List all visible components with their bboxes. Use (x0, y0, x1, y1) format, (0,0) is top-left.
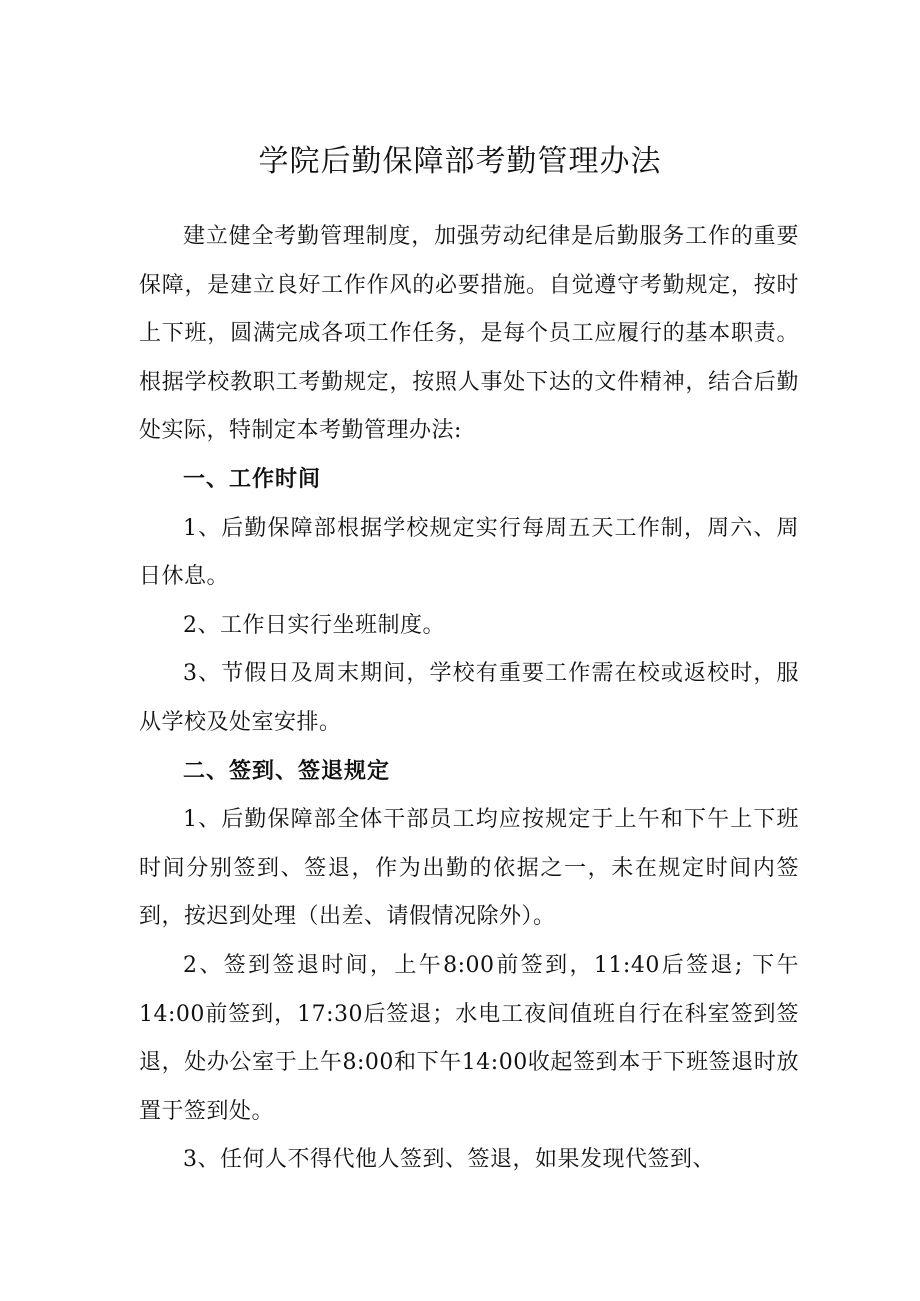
section-heading-sign-in: 二、签到、签退规定 (183, 758, 391, 784)
section-heading-work-time: 一、工作时间 (183, 466, 322, 492)
work-time-item-3: 3、节假日及周末期间，学校有重要工作需在校或返校时，服从学校及处室安排。 (139, 661, 799, 735)
work-time-item-2: 2、工作日实行坐班制度。 (183, 612, 445, 638)
sign-in-item-3: 3、任何人不得代他人签到、签退，如果发现代签到、 (183, 1147, 715, 1173)
sign-in-item-2: 2、签到签退时间，上午8:00前签到，11:40后签退; 下午14:00前签到，17:30后签退；水电工夜间值班自行在科室签到签退，处办公室于上午8:00和下午14:00收起签到本于下班签退时放置于签到处。 (139, 952, 799, 1124)
document-body (139, 213, 799, 1185)
work-time-item-1: 1、后勤保障部根据学校规定实行每周五天工作制，周六、周日休息。 (139, 515, 799, 590)
intro-paragraph: 建立健全考勤管理制度，加强劳动纪律是后勤服务工作的重要保障，是建立良好工作作风的必要措施。自觉遵守考勤规定，按时上下班，圆满完成各项工作任务，是每个员工应履行的基本职责。根据学校教职工考勤规定，按照人事处下达的文件精神，结合后勤处实际，特制定本考勤管理办法: (139, 224, 799, 444)
sign-in-item-1: 1、后勤保障部全体干部员工均应按规定于上午和下午上下班时间分别签到、签退，作为出勤的依据之一，未在规定时间内签到，按迟到处理（出差、请假情况除外）。 (139, 807, 799, 930)
document-title: 学院后勤保障部考勤管理办法 (258, 144, 662, 179)
